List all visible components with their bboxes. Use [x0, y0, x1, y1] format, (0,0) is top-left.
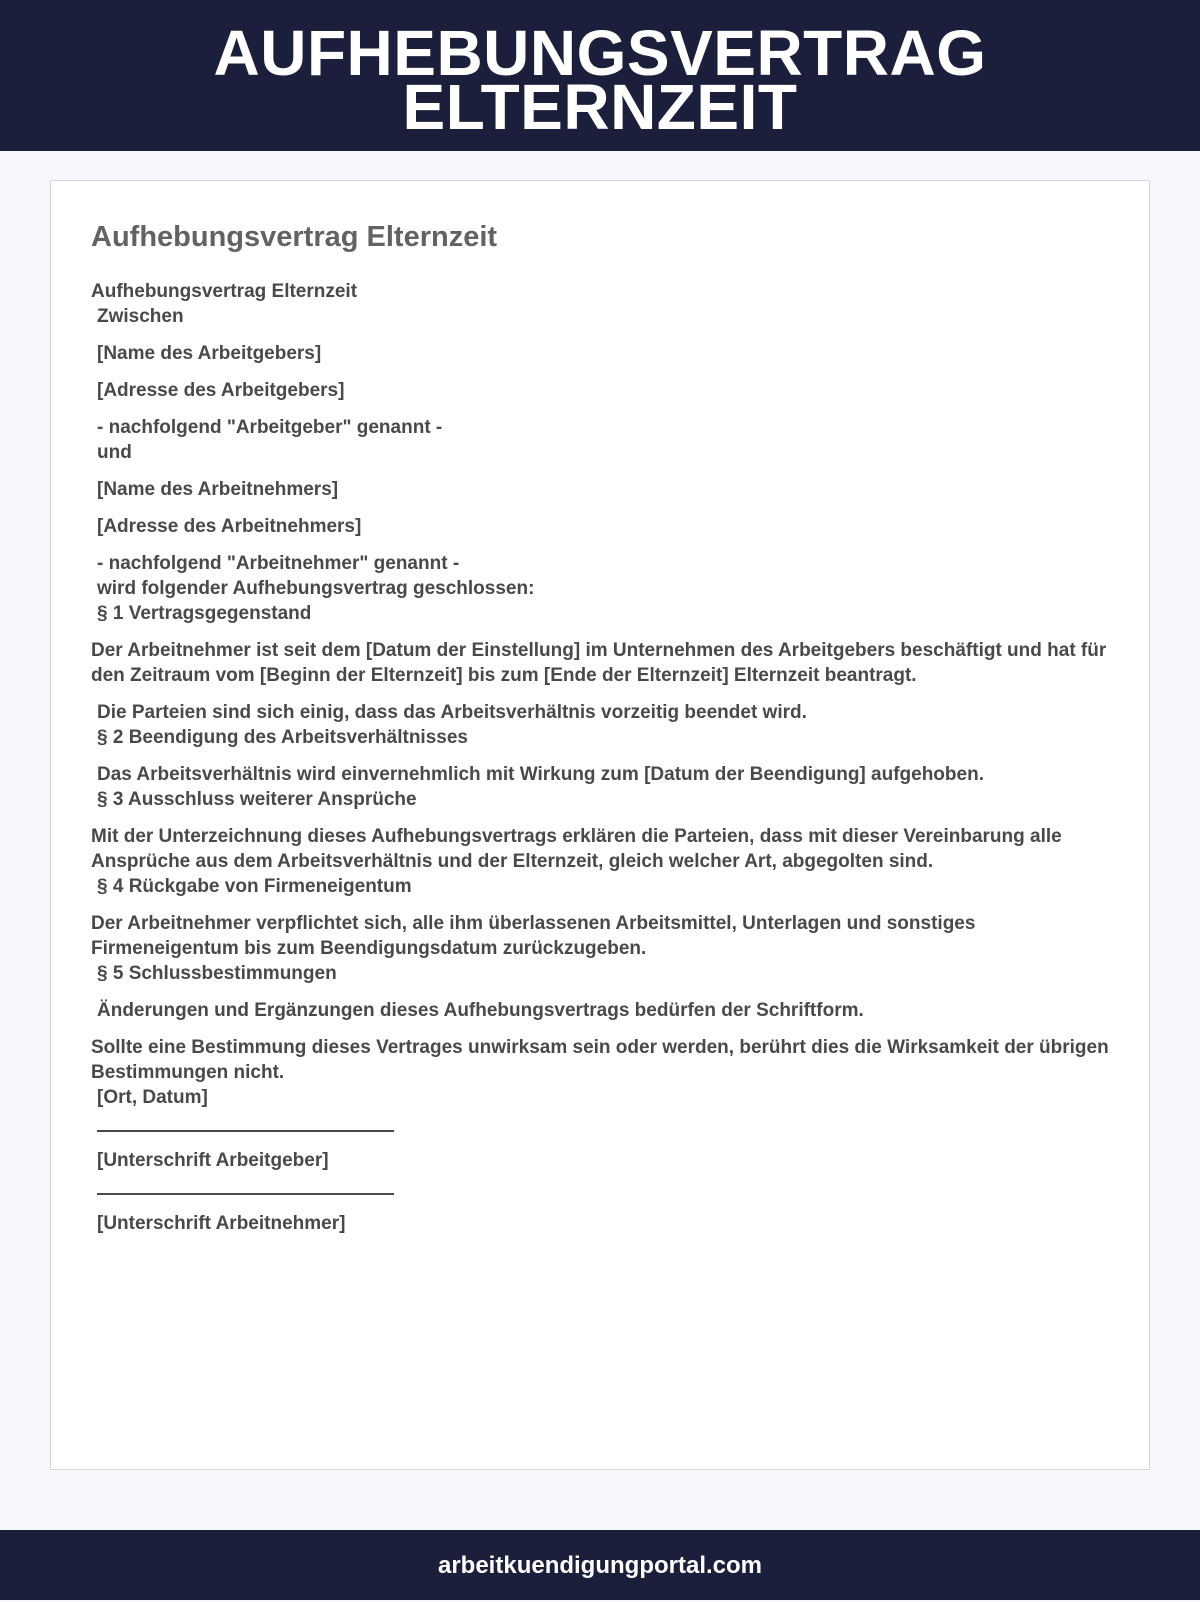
document-body — [91, 279, 1121, 1236]
section-3-text: Mit der Unterzeichnung dieses Aufhebungsvertrags erklären die Parteien, dass mit dieser Vereinbarung alle Ansprüche aus dem Arbeitsverhältnis und der Elternzeit, gleich welcher Art, abgegolten sind. — [91, 826, 1062, 872]
place-date: [Ort, Datum] — [97, 1087, 208, 1108]
section-2-title: § 2 Beendigung des Arbeitsverhältnisses — [97, 727, 468, 748]
concluded-text: wird folgender Aufhebungsvertrag geschlossen: — [97, 578, 535, 599]
employer-designation: - nachfolgend "Arbeitgeber" genannt - — [97, 417, 443, 438]
intro-title: Aufhebungsvertrag Elternzeit — [91, 281, 358, 302]
employee-name: [Name des Arbeitnehmers] — [97, 479, 339, 500]
section-5-text-1: Änderungen und Ergänzungen dieses Aufhebungsvertrags bedürfen der Schriftform. — [97, 1000, 864, 1021]
employee-designation-block — [91, 551, 1121, 626]
section-5-title: § 5 Schlussbestimmungen — [97, 963, 337, 984]
employee-address: [Adresse des Arbeitnehmers] — [97, 516, 362, 537]
section-2-block — [91, 762, 1121, 812]
section-1-agreement-block — [91, 700, 1121, 750]
signature-label-employee: [Unterschrift Arbeitnehmer] — [97, 1213, 346, 1234]
signature-line-employer — [97, 1130, 394, 1132]
section-1-agreement: Die Parteien sind sich einig, dass das Arbeitsverhältnis vorzeitig beendet wird. — [97, 702, 807, 723]
site-footer — [0, 1530, 1200, 1600]
section-5-block — [91, 1035, 1121, 1110]
employer-designation-block — [91, 415, 1121, 465]
banner-title-line-2: ELTERNZEIT — [402, 71, 798, 143]
and-text: und — [97, 442, 132, 463]
document-heading: Aufhebungsvertrag Elternzeit — [91, 221, 498, 253]
section-4-title: § 4 Rückgabe von Firmeneigentum — [97, 876, 412, 897]
section-4-block — [91, 911, 1121, 986]
signature-label-employer: [Unterschrift Arbeitgeber] — [97, 1150, 329, 1171]
employee-designation: - nachfolgend "Arbeitnehmer" genannt - — [97, 553, 460, 574]
title-banner — [0, 0, 1200, 151]
signature-line-employee — [97, 1193, 394, 1195]
footer-site-name: arbeitkuendigungportal.com — [437, 1552, 763, 1579]
between-text: Zwischen — [97, 306, 184, 327]
section-3-block — [91, 824, 1121, 899]
employer-name: [Name des Arbeitgebers] — [97, 343, 322, 364]
employer-address: [Adresse des Arbeitgebers] — [97, 380, 345, 401]
banner-title-line-1: AUFHEBUNGSVERTRAG — [213, 17, 987, 89]
section-5-text-2: Sollte eine Bestimmung dieses Vertrages unwirksam sein oder werden, berührt dies die Wirksamkeit der übrigen Bestimmungen nicht. — [91, 1037, 1109, 1083]
section-1-text: Der Arbeitnehmer ist seit dem [Datum der Einstellung] im Unternehmen des Arbeitgebers beschäftigt und hat für den Zeitraum vom [Beginn der Elternzeit] bis zum [Ende der Elternzeit] Elternzeit beantragt. — [91, 640, 1107, 686]
document-card — [50, 180, 1150, 1470]
section-4-text: Der Arbeitnehmer verpflichtet sich, alle ihm überlassenen Arbeitsmittel, Unterlagen und sonstiges Firmeneigentum bis zum Beendigungsdatum zurückzugeben. — [91, 913, 976, 959]
parties-intro-block — [91, 279, 1121, 329]
section-3-title: § 3 Ausschluss weiterer Ansprüche — [97, 789, 417, 810]
section-2-text: Das Arbeitsverhältnis wird einvernehmlich mit Wirkung zum [Datum der Beendigung] aufgehoben. — [97, 764, 984, 785]
section-1-title: § 1 Vertragsgegenstand — [97, 603, 312, 624]
